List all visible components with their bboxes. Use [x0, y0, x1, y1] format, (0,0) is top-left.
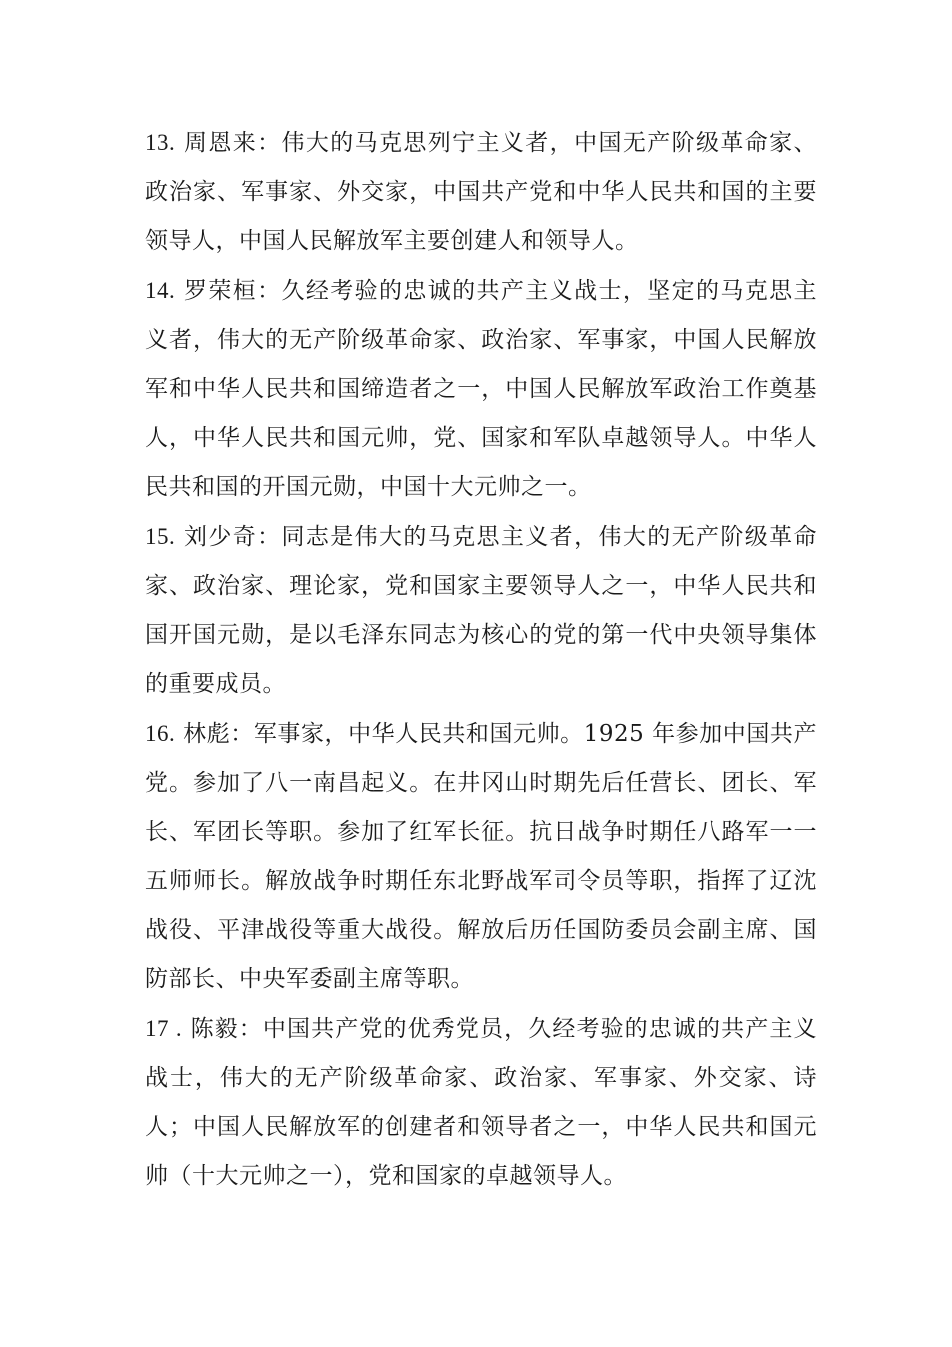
entry-number: 14. — [145, 278, 176, 303]
entry-17 — [145, 1004, 817, 1201]
entry-text: 陈毅：中国共产党的优秀党员，久经考验的忠诚的共产主义战士，伟大的无产阶级革命家、政治家、军事家、外交家、诗人；中国人民解放军的创建者和领导者之一，中华人民共和国元帅（十大元帅之一），党和国家的卓越领导人。 — [145, 1016, 818, 1189]
document-body — [145, 118, 817, 1201]
entry-number: 15. — [145, 524, 176, 549]
entry-14 — [145, 266, 817, 512]
entry-number: 17 . — [145, 1016, 183, 1041]
entry-text: 周恩来：伟大的马克思列宁主义者，中国无产阶级革命家、政治家、军事家、外交家，中国共产党和中华人民共和国的主要领导人，中国人民解放军主要创建人和领导人。 — [145, 130, 818, 254]
entry-15 — [145, 512, 817, 709]
entry-number: 16. — [145, 721, 176, 746]
entry-text: 刘少奇：同志是伟大的马克思主义者，伟大的无产阶级革命家、政治家、理论家，党和国家主要领导人之一，中华人民共和国开国元勋，是以毛泽东同志为核心的党的第一代中央领导集体的重要成员。 — [145, 524, 818, 697]
entry-text: 林彪：军事家，中华人民共和国元帅。1925 年参加中国共产党。参加了八一南昌起义。在井冈山时期先后任营长、团长、军长、军团长等职。参加了红军长征。抗日战争时期任八路军一一五师师长。解放战争时期任东北野战军司令员等职，指挥了辽沈战役、平津战役等重大战役。解放后历任国防委员会副主席、国防部长、中央军委副主席等职。 — [145, 721, 817, 992]
entry-13 — [145, 118, 817, 266]
entry-number: 13. — [145, 130, 176, 155]
entry-text: 罗荣桓：久经考验的忠诚的共产主义战士，坚定的马克思主义者，伟大的无产阶级革命家、政治家、军事家，中国人民解放军和中华人民共和国缔造者之一，中国人民解放军政治工作奠基人，中华人民共和国元帅，党、国家和军队卓越领导人。中华人民共和国的开国元勋，中国十大元帅之一。 — [145, 278, 818, 500]
entry-16 — [145, 709, 817, 1004]
